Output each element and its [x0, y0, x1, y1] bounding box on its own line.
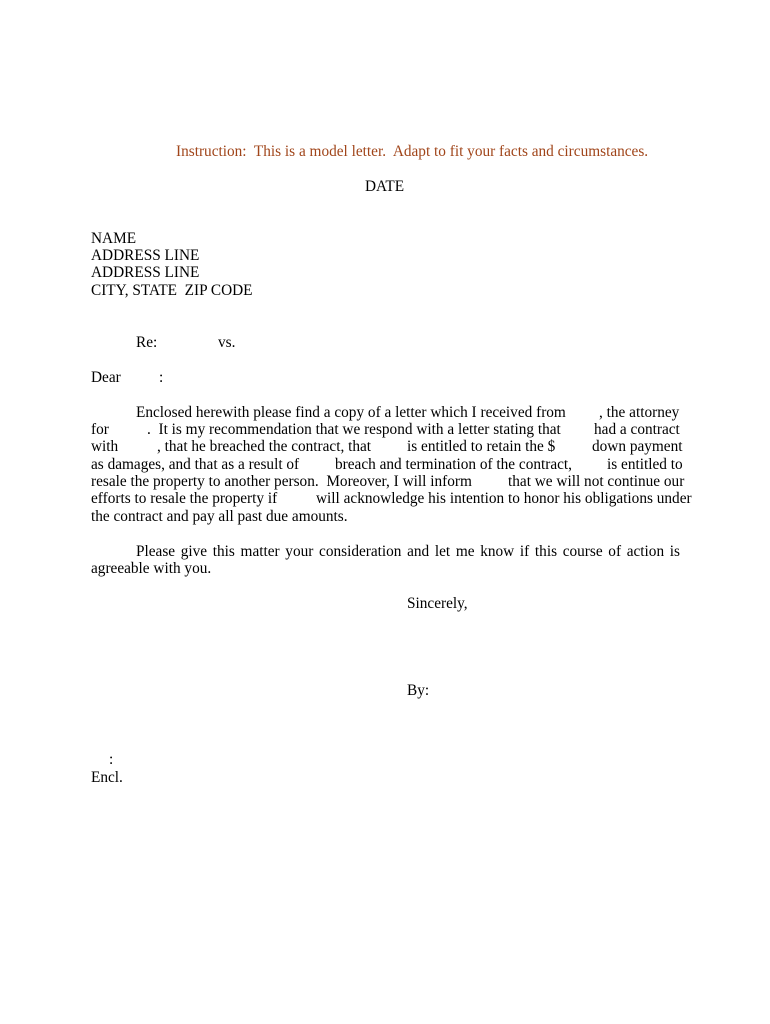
p1-line-3d: down payment [592, 438, 683, 455]
p2-line-1: Please give this matter your consideration and let me know if this course of action is [136, 543, 680, 560]
re-label: Re: [136, 334, 158, 351]
p1-line-2c: had a contract [594, 421, 680, 438]
p1-line-3a: with [91, 438, 119, 455]
p1-line-7: the contract and pay all past due amounts. [91, 508, 348, 525]
by-label: By: [407, 682, 430, 699]
instruction-note: Instruction: This is a model letter. Adapt to fit your facts and circumstances. [176, 143, 649, 160]
p1-line-3b: , that he breached the contract, that [157, 438, 372, 455]
city-state-zip: CITY, STATE ZIP CODE [91, 282, 253, 299]
recipient-name: NAME [91, 230, 137, 247]
p1-line-2b: . It is my recommendation that we respond with a letter stating that [147, 421, 561, 438]
p1-line-6b: will acknowledge his intention to honor his obligations under [316, 490, 692, 507]
p1-line-6a: efforts to resale the property if [91, 490, 278, 507]
enclosure-label: Encl. [91, 769, 123, 786]
address-line-1: ADDRESS LINE [91, 247, 200, 264]
p1-line-1b: , the attorney [599, 404, 680, 421]
p1-line-4c: is entitled to [607, 456, 683, 473]
date-placeholder: DATE [365, 178, 405, 195]
closing-sincerely: Sincerely, [407, 595, 468, 612]
vs-label: vs. [218, 334, 236, 351]
p1-line-3c: is entitled to retain the $ [407, 438, 556, 455]
p1-line-4b: breach and termination of the contract, [335, 456, 572, 473]
p2-line-2: agreeable with you. [91, 560, 212, 577]
p1-line-5a: resale the property to another person. Moreover, I will inform [91, 473, 472, 490]
cc-colon: : [109, 751, 114, 768]
address-line-2: ADDRESS LINE [91, 264, 200, 281]
p1-line-2a: for [91, 421, 109, 438]
p1-line-4a: as damages, and that as a result of [91, 456, 300, 473]
p1-line-5b: that we will not continue our [508, 473, 685, 490]
salutation-colon: : [159, 369, 164, 386]
salutation-dear: Dear [91, 369, 121, 386]
p1-line-1a: Enclosed herewith please find a copy of a letter which I received from [136, 404, 566, 421]
